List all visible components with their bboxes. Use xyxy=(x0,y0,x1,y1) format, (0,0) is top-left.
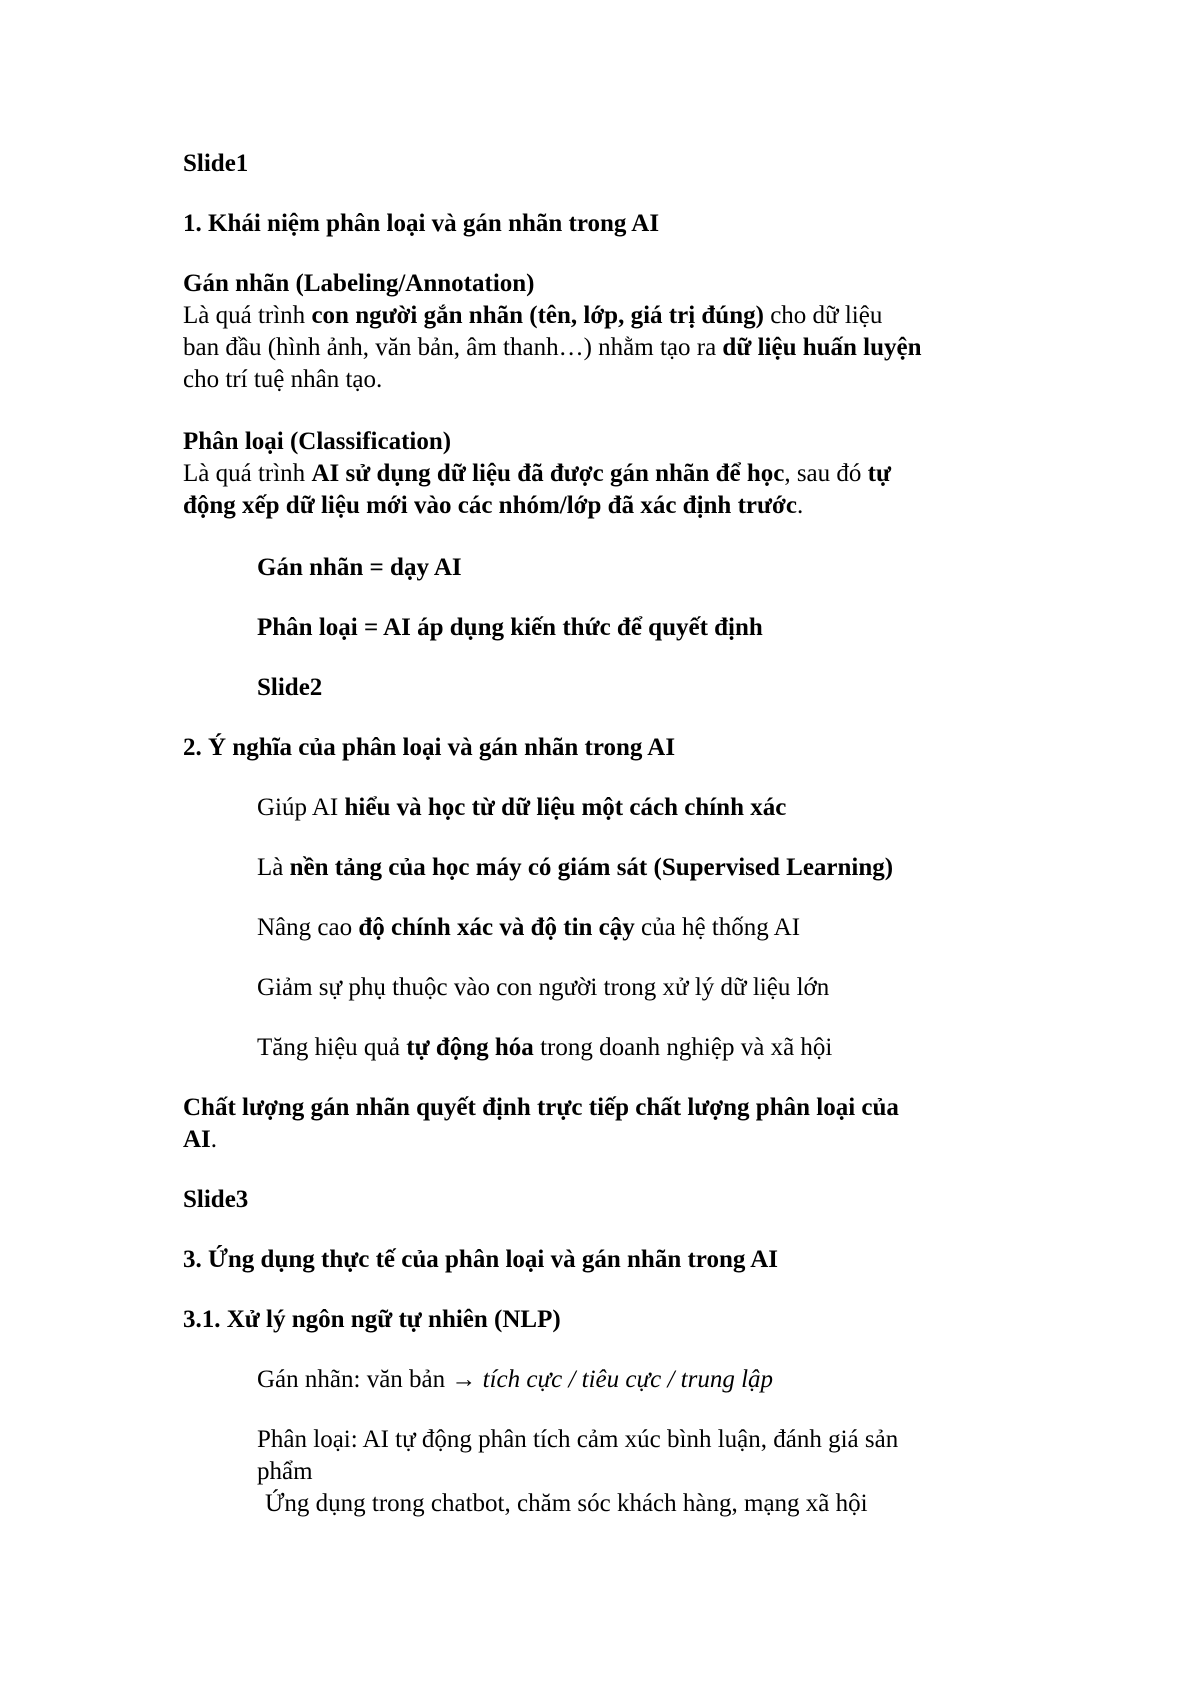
slide3-label: Slide3 xyxy=(183,1186,249,1213)
slide2-label: Slide2 xyxy=(257,674,323,701)
labeling-line-2: ban đầu (hình ảnh, văn bản, âm thanh…) nhằm tạo ra dữ liệu huấn luyện xyxy=(183,334,922,361)
labeling-line-3: cho trí tuệ nhân tạo. xyxy=(183,366,383,393)
meaning-item-5: Tăng hiệu quả tự động hóa trong doanh nghiệp và xã hội xyxy=(257,1034,833,1061)
classification-title: Phân loại (Classification) xyxy=(183,428,452,455)
meaning-item-2: Là nền tảng của học máy có giám sát (Supervised Learning) xyxy=(257,854,894,881)
meaning-item-3: Nâng cao độ chính xác và độ tin cậy của hệ thống AI xyxy=(257,914,801,941)
classification-line-2: động xếp dữ liệu mới vào các nhóm/lớp đã xác định trước. xyxy=(183,492,804,519)
nlp-item-2-line-2: phẩm xyxy=(257,1458,313,1485)
meaning-item-4: Giảm sự phụ thuộc vào con người trong xử lý dữ liệu lớn xyxy=(257,974,830,1001)
classification-line-1: Là quá trình AI sử dụng dữ liệu đã được gán nhãn để học, sau đó tự xyxy=(183,460,891,487)
nlp-subheading: 3.1. Xử lý ngôn ngữ tự nhiên (NLP) xyxy=(183,1306,561,1333)
nlp-item-1: Gán nhãn: văn bản → tích cực / tiêu cực / trung lập xyxy=(257,1366,774,1393)
meaning-item-1: Giúp AI hiểu và học từ dữ liệu một cách chính xác xyxy=(257,794,787,821)
labeling-line-1: Là quá trình con người gắn nhãn (tên, lớp, giá trị đúng) cho dữ liệu xyxy=(183,302,883,329)
conclusion-line-1: Chất lượng gán nhãn quyết định trực tiếp chất lượng phân loại của xyxy=(183,1094,899,1121)
summary-labeling: Gán nhãn = dạy AI xyxy=(257,554,462,581)
nlp-item-2-line-1: Phân loại: AI tự động phân tích cảm xúc bình luận, đánh giá sản xyxy=(257,1426,899,1453)
slide2-heading: 2. Ý nghĩa của phân loại và gán nhãn trong AI xyxy=(183,734,676,761)
slide3-heading: 3. Ứng dụng thực tế của phân loại và gán nhãn trong AI xyxy=(183,1246,779,1273)
conclusion-line-2: AI. xyxy=(183,1126,218,1153)
nlp-item-3: Ứng dụng trong chatbot, chăm sóc khách hàng, mạng xã hội xyxy=(265,1490,868,1517)
slide1-label: Slide1 xyxy=(183,150,249,177)
summary-classification: Phân loại = AI áp dụng kiến thức để quyết định xyxy=(257,614,763,641)
labeling-title: Gán nhãn (Labeling/Annotation) xyxy=(183,270,535,297)
slide1-heading: 1. Khái niệm phân loại và gán nhãn trong AI xyxy=(183,210,660,237)
